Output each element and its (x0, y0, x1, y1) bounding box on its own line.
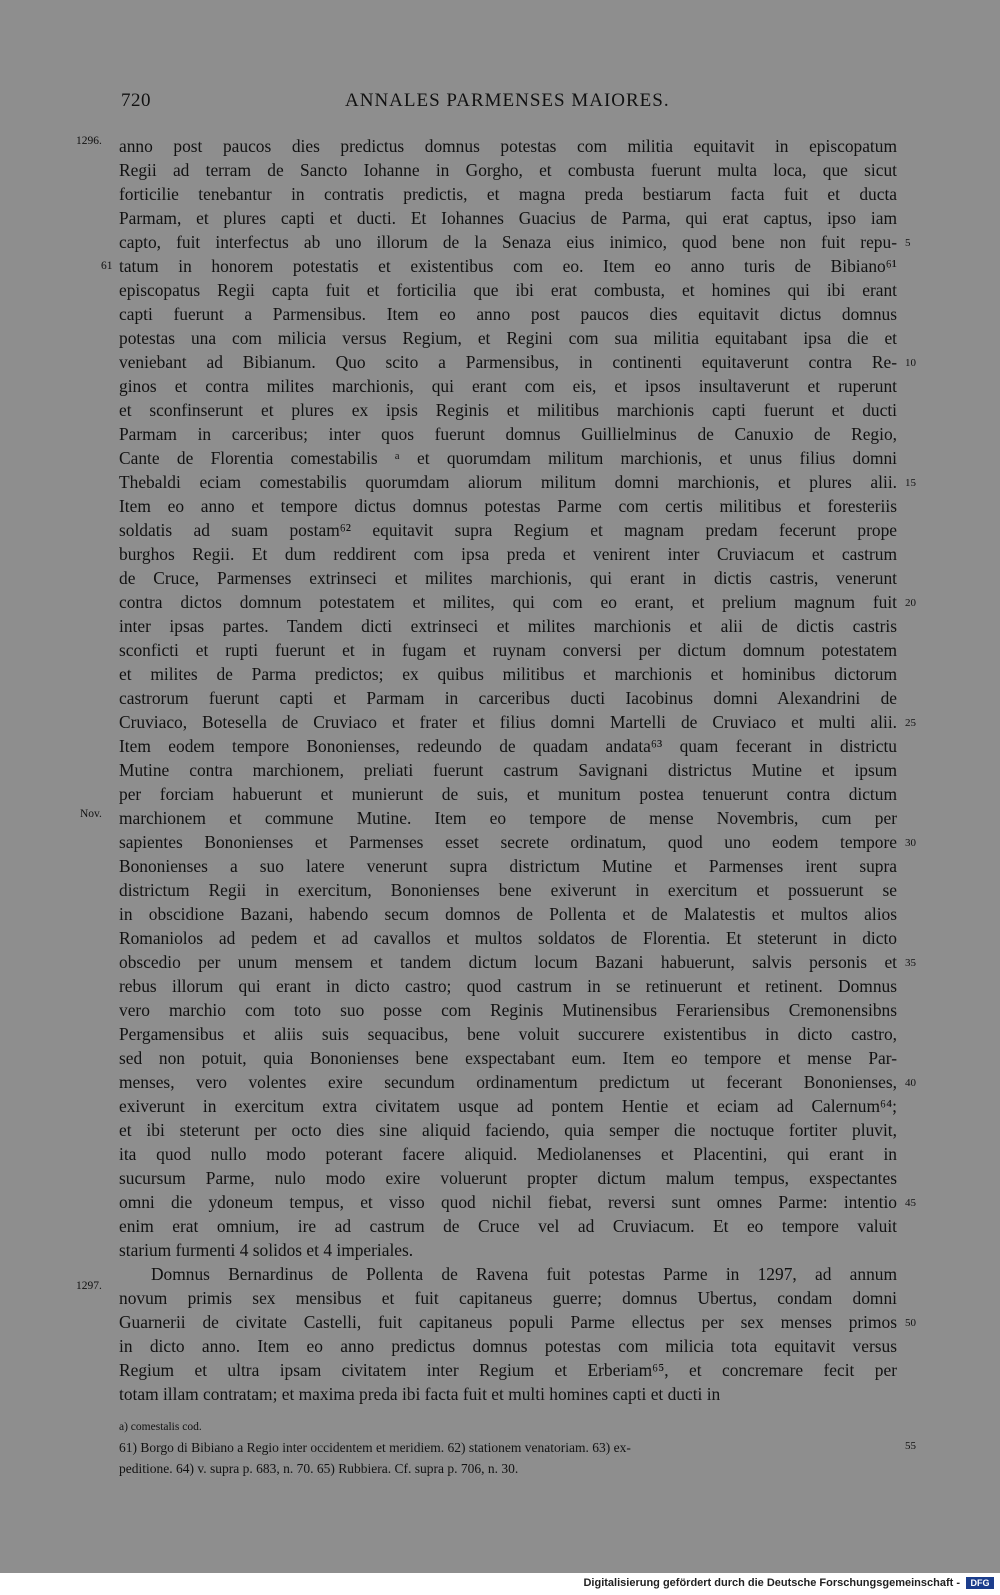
page-number: 720 (121, 90, 151, 111)
text-line: districtum Regii in exercitum, Bononienses bene exiverunt in exercitum et possuerunt se (119, 880, 897, 900)
text-line: de Cruce, Parmenses extrinseci et milites marchionis, qui erant in dictis castris, venerunt (119, 568, 897, 588)
text-line: in dicto anno. Item eo anno predictus domnus potestas com milicia tota equitavit versus (119, 1336, 897, 1356)
line-number: 30 (905, 837, 916, 849)
text-line: sed non potuit, quia Bononienses bene exspectabant eum. Item eo tempore et mense Par- (119, 1048, 897, 1068)
line-number: 15 (905, 477, 916, 489)
text-line: exiverunt in exercitum extra civitatem usque ad pontem Hentie et eciam ad Calernum⁶⁴; (119, 1096, 897, 1116)
line-number: 10 (905, 357, 916, 369)
text-line: rebus illorum qui erant in dicto castro; quod castrum in se retinuerunt et retinent. Domnus (119, 976, 897, 996)
text-line: soldatis ad suam postam⁶² equitavit supra Regium et magnam predam fecerunt prope (119, 520, 897, 540)
text-line: Pergamensibus et aliis suis sequacibus, bene voluit succurere existentibus in dicto castro, (119, 1024, 897, 1044)
text-line: marchionem et commune Mutine. Item eo tempore de mense Novembris, cum per (119, 808, 897, 828)
text-line: sapientes Bononienses et Parmenses esset secrete ordinatum, quod uno eodem tempore (119, 832, 897, 852)
line-number: 5 (905, 237, 911, 249)
text-line: et sconfinserunt et plures ex ipsis Reginis et militibus marchionis capti fuerunt et ducti (119, 400, 897, 420)
running-title: ANNALES PARMENSES MAIORES. (345, 90, 670, 111)
text-line: vero marchio com toto suo posse com Reginis Mutinensibus Ferariensibus Cremonensibns (119, 1000, 897, 1020)
line-number: 25 (905, 717, 916, 729)
text-line: ginos et contra milites marchionis, qui erant com eis, et ipsos insultaverunt et ruperunt (119, 376, 897, 396)
footnote-line: peditione. 64) v. supra p. 683, n. 70. 65) Rubbiera. Cf. supra p. 706, n. 30. (119, 1461, 519, 1476)
text-line: Item eodem tempore Bononienses, redeundo de quadam andata⁶³ quam fecerant in districtu (119, 736, 897, 756)
text-line: omni die ydoneum tempus, et visso quod nichil fiebat, reversi sunt omnes Parme: intentio (119, 1192, 897, 1212)
text-line: forticilie tenebantur in contratis predictis, et magna preda bestiarum facta fuit et ducta (119, 184, 897, 204)
text-line: Thebaldi eciam comestabilis quorumdam aliorum militum domni marchionis, et plures alii. (119, 472, 897, 492)
text-line: potestas una com milicia versus Regium, et Regini com sua militia equitabant ipsa die et (119, 328, 897, 348)
text-line: capto, fuit interfectus ab uno illorum de la Senaza eius inimico, quod bene non fuit repu- (119, 232, 897, 252)
line-number: 55 (905, 1440, 916, 1452)
text-line: capti fuerunt a Parmensibus. Item eo anno post paucos dies equitavit dictus domnus (119, 304, 897, 324)
text-line: contra dictos domnum potestatem et milites, qui com eo erant, et prelium magnum fuit (119, 592, 897, 612)
margin-note-61: 61 (101, 260, 113, 272)
dfg-logo: DFG (966, 1577, 994, 1589)
margin-year-1297: 1297. (76, 1280, 102, 1292)
text-line: et ibi steterunt per octo dies sine aliquid faciendo, quia semper die noctuque fortiter pluvit, (119, 1120, 897, 1140)
text-line: starium furmenti 4 solidos et 4 imperiales. (119, 1240, 414, 1260)
text-line: novum primis sex mensibus et fuit capitaneus guerre; domnus Ubertus, condam domni (119, 1288, 897, 1308)
line-number: 40 (905, 1077, 916, 1089)
text-line: et milites de Parma predictos; ex quibus militibus et marchionis et hominibus dictorum (119, 664, 897, 684)
text-line: totam illam contratam; et maxima preda ibi facta fuit et multi homines capti et ducti in (119, 1384, 721, 1404)
text-line: in obscidione Bazani, habendo secum domnos de Pollenta et de Malatestis et multos alios (119, 904, 897, 924)
text-line: sucursum Parme, nulo modo exire voluerunt propter dictum malum tempus, exspectantes (119, 1168, 897, 1188)
text-line: burghos Regii. Et dum reddirent com ipsa preda et venirent inter Cruviacum et castrum (119, 544, 897, 564)
text-line: Romaniolos ad pedem et ad cavallos et multos soldatos de Florentia. Et steterunt in dicto (119, 928, 897, 948)
text-line: tatum in honorem potestatis et existentibus com eo. Item eo anno turis de Bibiano⁶¹ (119, 256, 897, 276)
text-line: inter ipsas partes. Tandem dicti extrinseci et milites marchionis et alii de dictis castris (119, 616, 897, 636)
text-line: sconficti et rupti fuerunt et in fugam et ruynam conversi per dictum domnum potestatem (119, 640, 897, 660)
text-line: Domnus Bernardinus de Pollenta de Ravena fuit potestas Parme in 1297, ad annum (151, 1264, 897, 1284)
text-line: menses, vero volentes exire secundum ordinamentum predictum ut fecerant Bononienses, (119, 1072, 897, 1092)
text-line: ita quod nullo modo poterant facere aliquid. Mediolanenses et Placentini, qui erant in (119, 1144, 897, 1164)
line-number: 45 (905, 1197, 916, 1209)
line-number: 50 (905, 1317, 916, 1329)
footer-credit: Digitalisierung gefördert durch die Deutsche Forschungsgemeinschaft - (583, 1577, 960, 1589)
text-line: Regii ad terram de Sancto Iohanne in Gorgho, et combusta fuerunt multa loca, que sicut (119, 160, 897, 180)
margin-year-1296: 1296. (76, 135, 102, 147)
footer-bar (0, 1573, 1000, 1595)
text-line: Item eo anno et tempore dictus domnus potestas Parme com certis militibus et foresteriis (119, 496, 897, 516)
text-line: episcopatus Regii capta fuit et forticilia que ibi erat combusta, et homines qui ibi erant (119, 280, 897, 300)
text-line: obscedio per unum mensem et tandem dictum locum Bazani habuerunt, salvis personis et (119, 952, 897, 972)
text-line: enim erat omnium, ire ad castrum de Cruce vel ad Cruviacum. Et eo tempore valuit (119, 1216, 897, 1236)
text-line: anno post paucos dies predictus domnus potestas com militia equitavit in episcopatum (119, 136, 897, 156)
text-line: Guarnerii de civitate Castelli, fuit capitaneus populi Parme ellectus per sex menses primos (119, 1312, 897, 1332)
text-line: Bononienses a suo latere venerunt supra districtum Mutine et Parmenses irent supra (119, 856, 897, 876)
text-line: Cruviaco, Botesella de Cruviaco et frater et filius domni Martelli de Cruviaco et multi alii. (119, 712, 897, 732)
text-line: veniebant ad Bibianum. Quo scito a Parmensibus, in continenti equitaverunt contra Re- (119, 352, 897, 372)
text-line: castrorum fuerunt capti et Parmam in carceribus ducti Iacobinus domni Alexandrini de (119, 688, 897, 708)
line-number: 20 (905, 597, 916, 609)
line-number: 35 (905, 957, 916, 969)
text-line: Parmam, et plures capti et ducti. Et Iohannes Guacius de Parma, qui erat captus, ipso iam (119, 208, 897, 228)
text-line: Mutine contra marchionem, preliati fuerunt castrum Savignani districtus Mutine et ipsum (119, 760, 897, 780)
text-line: per forciam habuerunt et munierunt de suis, et munitum postea tenuerunt contra dictum (119, 784, 897, 804)
text-line: Parmam in carceribus; inter quos fuerunt domnus Guillielminus de Canuxio de Regio, (119, 424, 897, 444)
footnote-a: a) comestalis cod. (119, 1421, 202, 1433)
footnote-line: 61) Borgo di Bibiano a Regio inter occidentem et meridiem. 62) stationem venatoriam. 63) ex- (119, 1440, 631, 1455)
margin-month-nov: Nov. (80, 808, 102, 820)
text-line: Regium et ultra ipsam civitatem inter Regium et Erberiam⁶⁵, et concremare fecit per (119, 1360, 897, 1380)
text-line: Cante de Florentia comestabilis ᵃ et quorumdam militum marchionis, et unus filius domni (119, 448, 897, 468)
